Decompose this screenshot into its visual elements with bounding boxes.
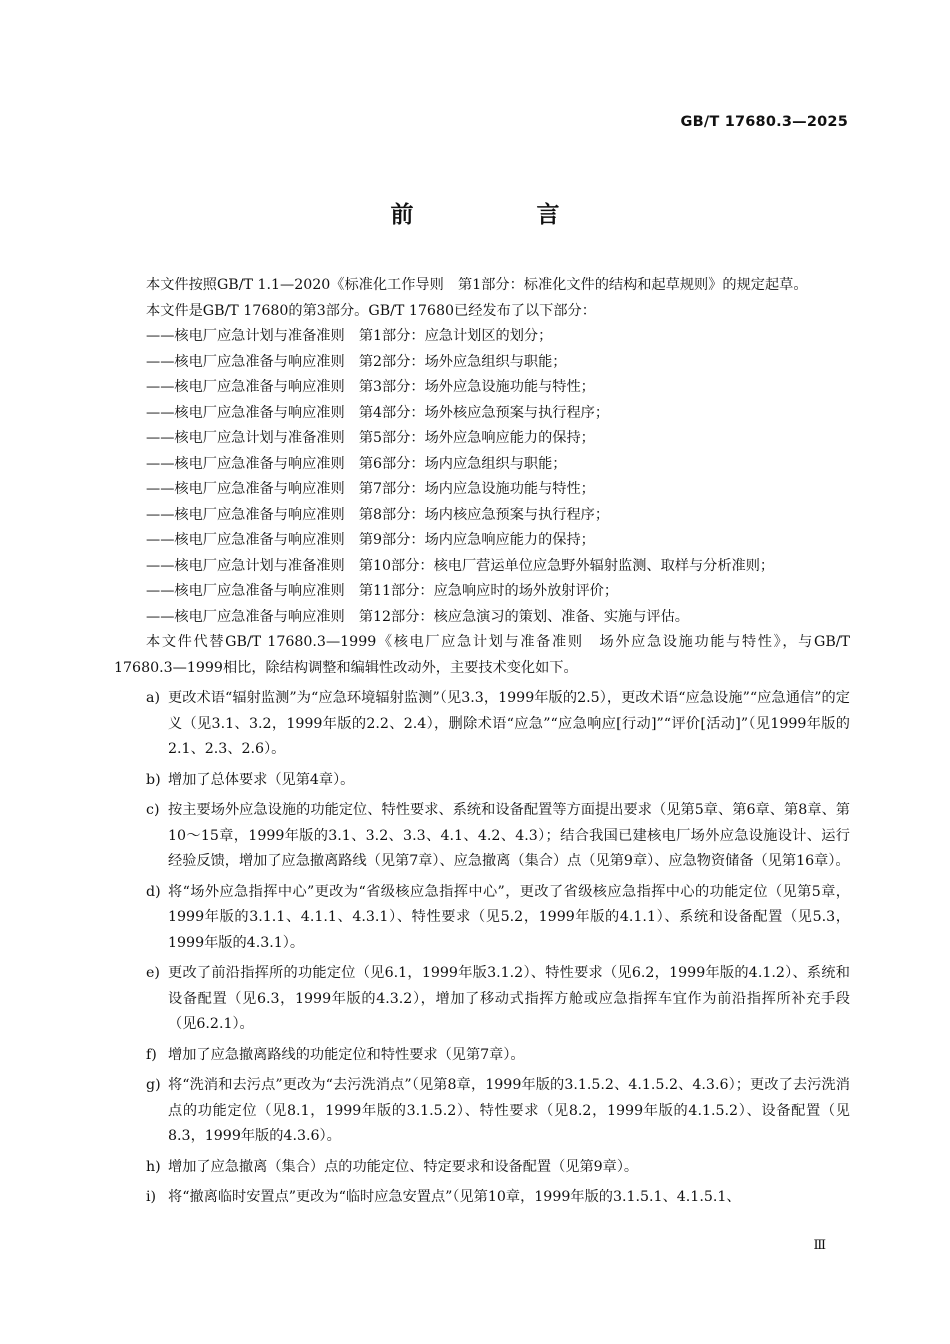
item-label: f) bbox=[146, 1046, 157, 1063]
change-item bbox=[114, 798, 850, 875]
change-item bbox=[114, 1073, 850, 1150]
item-text: 按主要场外应急设施的功能定位、特性要求、系统和设备配置等方面提出要求（见第5章、第6章、第8章、第10～15章，1999年版的3.1、3.2、3.3、4.1、4.2、4.3）；结合我国已建核电厂场外应急设施设计、运行经验反馈，增加了应急撤离路线（见第7章）、应急撤离（集合）点（见第9章）、应急物资储备（见第16章）。 bbox=[168, 802, 850, 869]
change-item bbox=[114, 880, 850, 957]
item-label: e) bbox=[146, 965, 160, 981]
list-item: ——核电厂应急准备与响应准则 第12部分：核应急演习的策划、准备、实施与评估。 bbox=[146, 608, 689, 625]
list-item: ——核电厂应急准备与响应准则 第8部分：场内核应急预案与执行程序； bbox=[146, 506, 610, 523]
document-code: GB/T 17680.3—2025 bbox=[680, 114, 848, 130]
list-item: ——核电厂应急准备与响应准则 第9部分：场内应急响应能力的保持； bbox=[146, 532, 595, 548]
replacement-paragraph: 本文件代替GB/T 17680.3—1999《核电厂应急计划与准备准则 场外应急设施功能与特性》，与GB/T 17680.3—1999相比，除结构调整和编辑性改动外，主要技术变化如下。 bbox=[114, 634, 850, 676]
intro-paragraph-1: 本文件按照GB/T 1.1—2020《标准化工作导则 第1部分：标准化文件的结构和起草规则》的规定起草。 bbox=[146, 277, 808, 293]
item-label: h) bbox=[146, 1158, 161, 1175]
list-item: ——核电厂应急准备与响应准则 第11部分：应急响应时的场外放射评价； bbox=[146, 583, 619, 599]
foreword-body bbox=[114, 273, 850, 1216]
item-label: d) bbox=[146, 883, 161, 900]
list-item: ——核电厂应急准备与响应准则 第3部分：场外应急设施功能与特性； bbox=[146, 379, 595, 395]
item-text: 增加了应急撤离路线的功能定位和特性要求（见第7章）。 bbox=[168, 1046, 525, 1063]
change-item bbox=[114, 686, 850, 763]
list-item: ——核电厂应急准备与响应准则 第2部分：场外应急组织与职能； bbox=[146, 353, 567, 370]
changes-list bbox=[114, 686, 850, 1211]
item-text: 更改了前沿指挥所的功能定位（见6.1，1999年版3.1.2）、特性要求（见6.2，1999年版的4.1.2）、系统和设备配置（见6.3，1999年版的4.3.2），增加了移动式指挥方舱或应急指挥车宜作为前沿指挥所补充手段（见6.2.1）。 bbox=[168, 965, 850, 1032]
item-text: 更改术语“辐射监测”为“应急环境辐射监测”（见3.3，1999年版的2.5），更改术语“应急设施”“应急通信”的定义（见3.1、3.2，1999年版的2.2、2.4），删除术语“应急”“应急响应[行动]”“评价[活动]”（见1999年版的2.1、2.3、2.6）。 bbox=[168, 690, 850, 757]
item-text: 将“洗消和去污点”更改为“去污洗消点”（见第8章，1999年版的3.1.5.2、4.1.5.2、4.3.6）；更改了去污洗消点的功能定位（见8.1，1999年版的3.1.5.2）、特性要求（见8.2，1999年版的4.1.5.2）、设备配置（见8.3，1999年版的4.3.6）。 bbox=[168, 1077, 850, 1144]
item-label: a) bbox=[146, 690, 160, 706]
change-item bbox=[114, 768, 850, 794]
change-item bbox=[114, 961, 850, 1038]
item-text: 将“撤离临时安置点”更改为“临时应急安置点”（见第10章，1999年版的3.1.5.1、4.1.5.1、 bbox=[168, 1189, 741, 1205]
list-item: ——核电厂应急准备与响应准则 第7部分：场内应急设施功能与特性； bbox=[146, 481, 595, 497]
list-item: ——核电厂应急计划与准备准则 第5部分：场外应急响应能力的保持； bbox=[146, 430, 595, 446]
list-item: ——核电厂应急准备与响应准则 第4部分：场外核应急预案与执行程序； bbox=[146, 404, 610, 421]
list-item: ——核电厂应急计划与准备准则 第10部分：核电厂营运单位应急野外辐射监测、取样与分析准则； bbox=[146, 557, 775, 574]
item-label: b) bbox=[146, 771, 161, 788]
item-label: i) bbox=[146, 1189, 157, 1205]
change-item bbox=[114, 1185, 850, 1211]
list-item: ——核电厂应急计划与准备准则 第1部分：应急计划区的划分； bbox=[146, 328, 553, 344]
page-number: Ⅲ bbox=[813, 1238, 826, 1253]
item-text: 增加了总体要求（见第4章）。 bbox=[168, 771, 355, 788]
change-item bbox=[114, 1155, 850, 1181]
intro-paragraph-2: 本文件是GB/T 17680的第3部分。GB/T 17680已经发布了以下部分： bbox=[146, 302, 596, 319]
change-item bbox=[114, 1043, 850, 1069]
list-item: ——核电厂应急准备与响应准则 第6部分：场内应急组织与职能； bbox=[146, 455, 567, 472]
item-text: 将“场外应急指挥中心”更改为“省级核应急指挥中心”，更改了省级核应急指挥中心的功能定位（见第5章，1999年版的3.1.1、4.1.1、4.3.1）、特性要求（见5.2，1999年版的4.1.1）、系统和设备配置（见5.3，1999年版的4.3.1）。 bbox=[168, 883, 850, 951]
page-title: 前 言 bbox=[390, 202, 610, 228]
parts-list bbox=[114, 324, 850, 630]
item-text: 增加了应急撤离（集合）点的功能定位、特定要求和设备配置（见第9章）。 bbox=[168, 1158, 639, 1175]
item-label: c) bbox=[146, 802, 160, 818]
item-label: g) bbox=[146, 1077, 161, 1093]
